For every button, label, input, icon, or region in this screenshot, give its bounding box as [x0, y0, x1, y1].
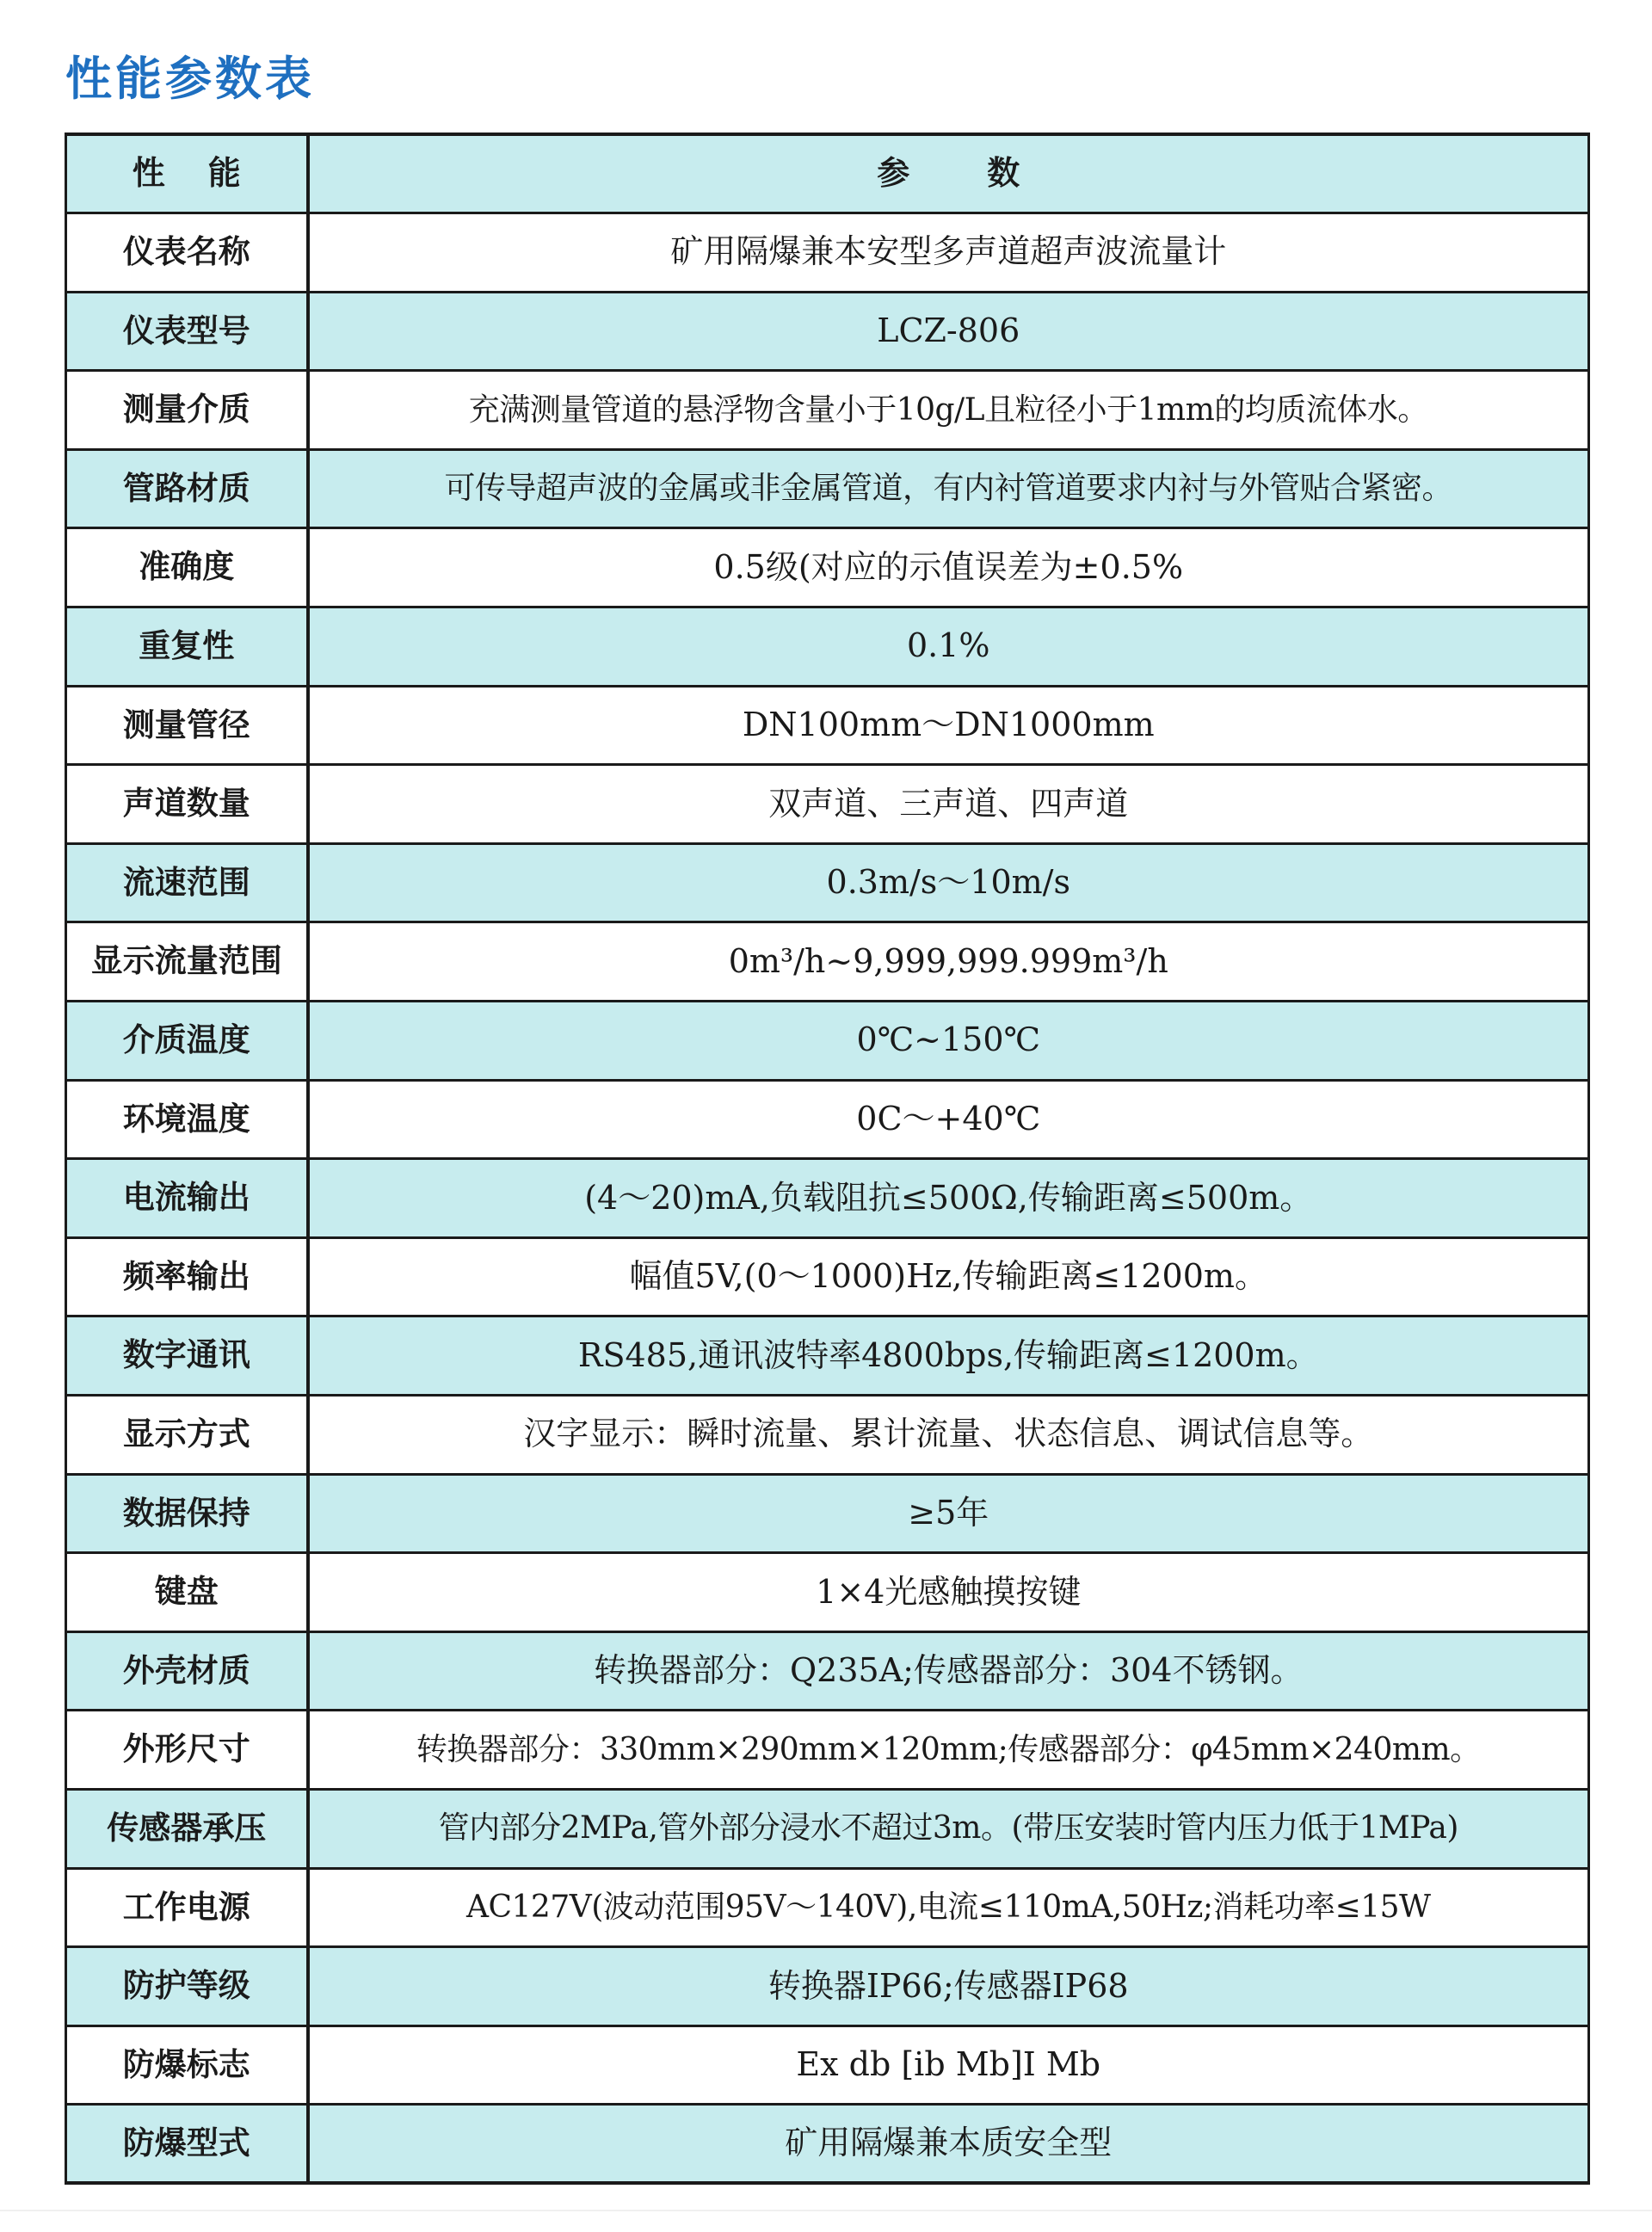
spec-table — [65, 133, 1590, 2185]
row-property: 防爆标志 — [66, 2025, 308, 2105]
table-row — [66, 1080, 1589, 1159]
row-property: 外壳材质 — [66, 1631, 308, 1711]
row-value: RS485,通讯波特率4800bps,传输距离≤1200m。 — [308, 1316, 1589, 1396]
table-row — [66, 1711, 1589, 1790]
row-property: 介质温度 — [66, 1002, 308, 1081]
table-row — [66, 1947, 1589, 2026]
row-value: 转换器部分：Q235A;传感器部分：304不锈钢。 — [308, 1631, 1589, 1711]
row-value: 0.5级(对应的示值误差为±0.5% — [308, 528, 1589, 607]
row-property: 数字通讯 — [66, 1316, 308, 1396]
table-row — [66, 1474, 1589, 1553]
row-value: DN100mm～DN1000mm — [308, 686, 1589, 765]
row-value: 0m³/h~9,999,999.999m³/h — [308, 922, 1589, 1002]
row-value: 矿用隔爆兼本安型多声道超声波流量计 — [308, 213, 1589, 293]
row-value: 幅值5V,(0～1000)Hz,传输距离≤1200m。 — [308, 1237, 1589, 1316]
table-row — [66, 1159, 1589, 1238]
row-value: 可传导超声波的金属或非金属管道，有内衬管道要求内衬与外管贴合紧密。 — [308, 449, 1589, 528]
table-row — [66, 2025, 1589, 2105]
row-property: 防爆型式 — [66, 2105, 308, 2184]
row-property: 频率输出 — [66, 1237, 308, 1316]
table-row — [66, 1789, 1589, 1868]
row-property: 显示流量范围 — [66, 922, 308, 1002]
page-bottom-divider — [0, 2210, 1652, 2211]
table-row — [66, 843, 1589, 922]
row-value: 1×4光感触摸按键 — [308, 1553, 1589, 1632]
row-value: 充满测量管道的悬浮物含量小于10g/L且粒径小于1mm的均质流体水。 — [308, 371, 1589, 450]
table-row — [66, 1237, 1589, 1316]
row-value: 矿用隔爆兼本质安全型 — [308, 2105, 1589, 2184]
row-property: 工作电源 — [66, 1868, 308, 1947]
row-value: 管内部分2MPa,管外部分浸水不超过3m。(带压安装时管内压力低于1MPa) — [308, 1789, 1589, 1868]
table-row — [66, 607, 1589, 687]
row-property: 声道数量 — [66, 765, 308, 844]
table-row — [66, 528, 1589, 607]
table-row — [66, 449, 1589, 528]
table-row — [66, 213, 1589, 293]
row-value: 0.3m/s～10m/s — [308, 843, 1589, 922]
row-property: 准确度 — [66, 528, 308, 607]
table-row — [66, 1868, 1589, 1947]
row-value: (4～20)mA,负载阻抗≤500Ω,传输距离≤500m。 — [308, 1159, 1589, 1238]
table-row — [66, 1631, 1589, 1711]
row-property: 重复性 — [66, 607, 308, 687]
table-row — [66, 922, 1589, 1002]
table-row — [66, 765, 1589, 844]
row-property: 环境温度 — [66, 1080, 308, 1159]
row-value: 转换器部分：330mm×290mm×120mm;传感器部分：φ45mm×240mm。 — [308, 1711, 1589, 1790]
row-property: 仪表名称 — [66, 213, 308, 293]
row-property: 管路材质 — [66, 449, 308, 528]
row-property: 数据保持 — [66, 1474, 308, 1553]
row-property: 传感器承压 — [66, 1789, 308, 1868]
table-header-row — [66, 134, 1589, 213]
row-value: 双声道、三声道、四声道 — [308, 765, 1589, 844]
table-row — [66, 2105, 1589, 2184]
table-row — [66, 686, 1589, 765]
table-row — [66, 1002, 1589, 1081]
row-value: 0C～+40℃ — [308, 1080, 1589, 1159]
row-property: 外形尺寸 — [66, 1711, 308, 1790]
row-property: 防护等级 — [66, 1947, 308, 2026]
page-title: 性能参数表 — [65, 52, 315, 106]
row-value: 转换器IP66;传感器IP68 — [308, 1947, 1589, 2026]
row-property: 电流输出 — [66, 1159, 308, 1238]
row-property: 流速范围 — [66, 843, 308, 922]
row-property: 测量管径 — [66, 686, 308, 765]
header-property: 性能 — [66, 134, 308, 213]
table-row — [66, 1316, 1589, 1396]
row-property: 仪表型号 — [66, 292, 308, 371]
table-row — [66, 292, 1589, 371]
row-property: 键盘 — [66, 1553, 308, 1632]
row-property: 测量介质 — [66, 371, 308, 450]
table-row — [66, 1396, 1589, 1475]
row-value: LCZ-806 — [308, 292, 1589, 371]
table-row — [66, 1553, 1589, 1632]
row-value: 0.1% — [308, 607, 1589, 687]
row-value: 汉字显示：瞬时流量、累计流量、状态信息、调试信息等。 — [308, 1396, 1589, 1475]
row-value: Ex db [ib Mb]I Mb — [308, 2025, 1589, 2105]
row-value: 0℃~150℃ — [308, 1002, 1589, 1081]
row-property: 显示方式 — [66, 1396, 308, 1475]
row-value: ≥5年 — [308, 1474, 1589, 1553]
row-value: AC127V(波动范围95V～140V),电流≤110mA,50Hz;消耗功率≤15W — [308, 1868, 1589, 1947]
table-row — [66, 371, 1589, 450]
header-value: 参数 — [308, 134, 1589, 213]
